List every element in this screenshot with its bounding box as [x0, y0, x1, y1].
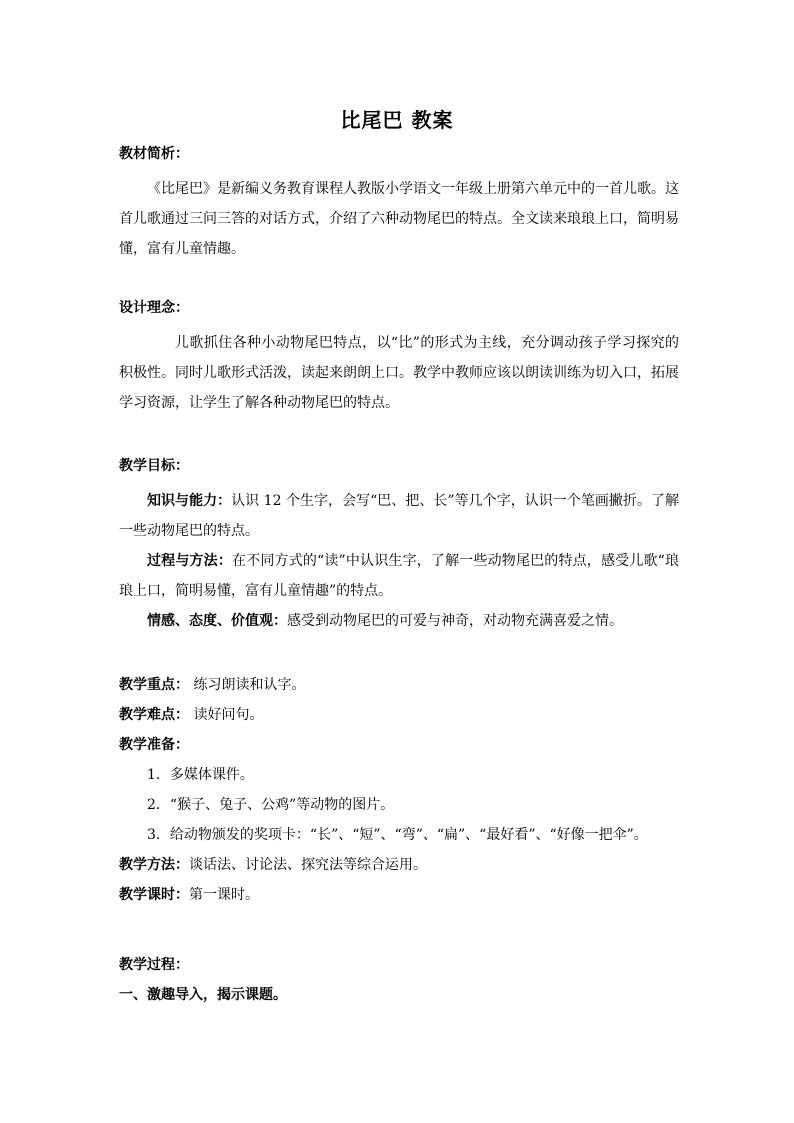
process-heading: 教学过程： [119, 957, 189, 973]
focus-row [119, 670, 679, 700]
prep-row [119, 730, 679, 760]
process-step-1: 一、激趣导入，揭示课题。 [119, 987, 287, 1003]
teaching-info-section [119, 670, 679, 910]
difficulty-label: 教学难点： [119, 707, 189, 723]
goal-process [119, 546, 679, 606]
hours-row [119, 880, 679, 910]
goal-emotion-label: 情感、态度、价值观： [147, 613, 287, 629]
prep-heading: 教学准备： [119, 737, 189, 753]
goals-section [119, 456, 679, 636]
method-text: 谈话法、讨论法、探究法等综合运用。 [189, 857, 427, 873]
difficulty-text: 读好问句。 [189, 707, 264, 723]
prep-item-3: 3．给动物颁发的奖项卡：“长”、“短”、“弯”、“扁”、“最好看”、“好像一把伞”。 [147, 827, 648, 843]
prep-item-1: 1．多媒体课件。 [147, 767, 254, 783]
goal-process-text: 在不同方式的“读”中认识生字，了解一些动物尾巴的特点，感受儿歌“琅琅上口，简明易懂，富有儿童情趣”的特点。 [119, 553, 679, 599]
analysis-heading: 教材简析： [119, 146, 189, 162]
goal-emotion [119, 606, 679, 636]
prep-item-2: 2．“猴子、兔子、公鸡”等动物的图片。 [147, 797, 395, 813]
goal-process-label: 过程与方法： [147, 553, 233, 569]
goal-emotion-text: 感受到动物尾巴的可爱与神奇，对动物充满喜爱之情。 [287, 613, 623, 629]
concept-section [119, 298, 679, 418]
method-label: 教学方法： [119, 857, 189, 873]
concept-text: 儿歌抓住各种小动物尾巴特点，以“比”的形式为主线，充分调动孩子学习探究的积极性。同时儿歌形式活泼，读起来朗朗上口。教学中教师应该以朗读训练为切入口，拓展学习资源，让学生了解各种动物尾巴的特点。 [119, 335, 679, 411]
analysis-section [119, 144, 679, 264]
hours-text: 第一课时。 [189, 887, 259, 903]
process-section [119, 950, 679, 1010]
process-step-1-row [119, 980, 679, 1010]
analysis-text: 《比尾巴》是新编义务教育课程人教版小学语文一年级上册第六单元中的一首儿歌。这首儿歌通过三问三答的对话方式，介绍了六种动物尾巴的特点。全文读来琅琅上口，简明易懂，富有儿童情趣。 [119, 181, 679, 257]
method-row [119, 850, 679, 880]
goals-heading: 教学目标： [119, 458, 189, 474]
goal-knowledge [119, 486, 679, 546]
focus-text: 练习朗读和认字。 [189, 677, 306, 693]
hours-label: 教学课时： [119, 887, 189, 903]
goal-knowledge-text: 认识 12 个生字，会写“巴、把、长”等几个字，认识一个笔画撇折。了解一些动物尾巴的特点。 [119, 493, 679, 539]
document-title: 比尾巴 教案 [340, 108, 454, 132]
concept-heading: 设计理念： [119, 300, 189, 316]
difficulty-row [119, 700, 679, 730]
process-heading-row [119, 950, 679, 980]
goal-knowledge-label: 知识与能力： [147, 493, 232, 509]
focus-label: 教学重点： [119, 677, 189, 693]
